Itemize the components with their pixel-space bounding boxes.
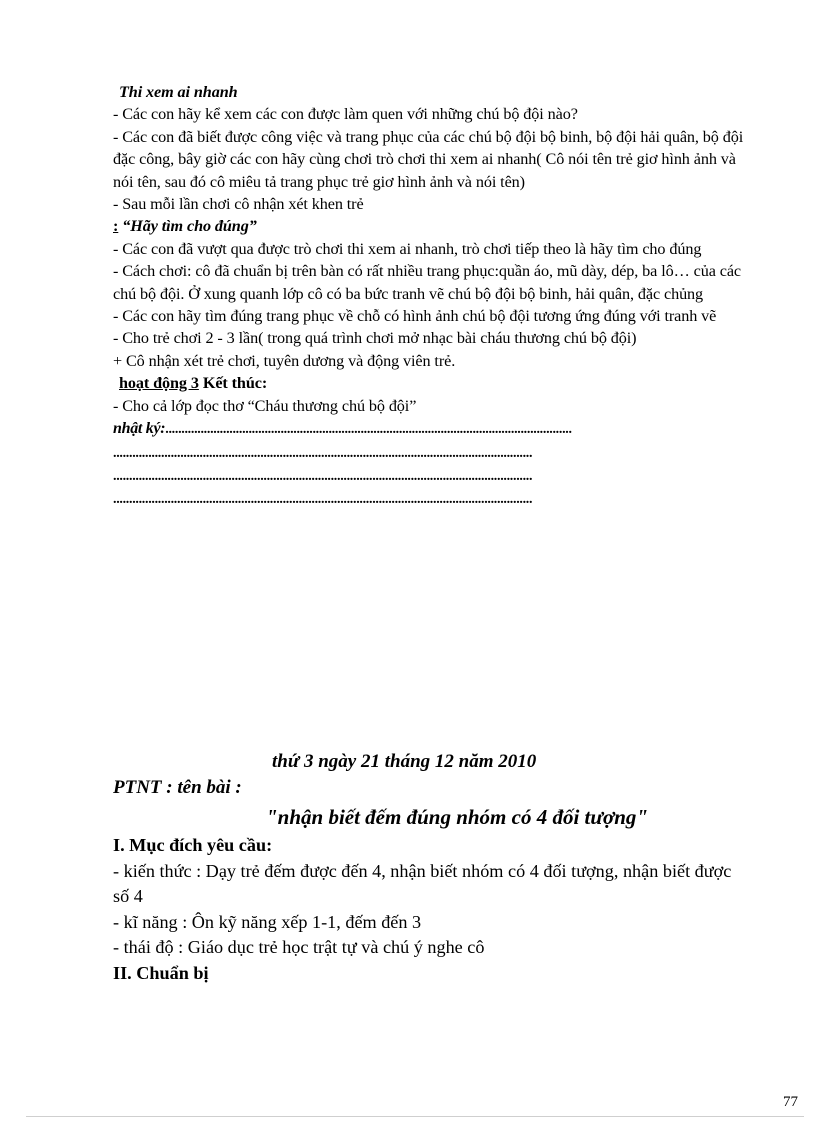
find-line-5: + Cô nhận xét trẻ chơi, tuyên dương và động viên trẻ. xyxy=(113,351,456,370)
find-line-3: - Các con hãy tìm đúng trang phục về chỗ có hình ảnh chú bộ đội tương ứng đúng với tranh vẽ xyxy=(113,307,717,326)
game-line-1: - Các con hãy kể xem các con được làm quen với những chú bộ đội nào? xyxy=(113,105,578,124)
find-heading-title: “Hãy tìm cho đúng” xyxy=(118,217,257,236)
find-line-2: - Cách chơi: cô đã chuẩn bị trên bàn có rất nhiều trang phục:quần áo, mũ dày, dép, ba lô… của các chú bộ đội. Ở xung quanh lớp cô có ba bức tranh vẽ chú bộ đội bộ binh, hải quân, đặc chủng xyxy=(113,262,741,303)
find-line-4: - Cho trẻ chơi 2 - 3 lần( trong quá trình chơi mở nhạc bài cháu thương chú bộ đội) xyxy=(113,329,637,348)
activity3-heading-underlined: hoạt động 3 xyxy=(119,374,199,393)
find-heading xyxy=(113,215,753,237)
diary-dots-1: ............................................................................................................................... xyxy=(165,422,572,438)
lesson-body xyxy=(113,833,733,987)
lesson-title: "nhận biết đếm đúng nhóm có 4 đối tượng" xyxy=(266,805,649,829)
diary-line-1 xyxy=(113,417,741,441)
objective-knowledge: - kiến thức : Dạy trẻ đếm được đến 4, nhận biết nhóm có 4 đối tượng, nhận biết được số 4 xyxy=(113,860,732,907)
diary-line-3: ................................................................................................................................... xyxy=(113,468,533,484)
objectives-heading: I. Mục đích yêu cầu: xyxy=(113,835,273,855)
diary-label: nhật ký: xyxy=(113,420,166,438)
game-section xyxy=(113,81,753,512)
game-heading: Thi xem ai nhanh xyxy=(119,83,238,101)
activity3-line: - Cho cả lớp đọc thơ “Cháu thương chú bộ đội” xyxy=(113,396,417,415)
lesson-ptnt: PTNT : tên bài : xyxy=(113,777,242,798)
find-line-1: - Các con đã vượt qua được trò chơi thi xem ai nhanh, trò chơi tiếp theo là hãy tìm cho đúng xyxy=(113,239,702,258)
activity3-heading-tail: Kết thúc: xyxy=(198,374,268,393)
activity3-heading xyxy=(113,372,753,394)
footer-divider xyxy=(26,1116,804,1117)
diary-line-2: ................................................................................................................................... xyxy=(113,445,533,461)
game-line-3: - Sau mỗi lần chơi cô nhận xét khen trẻ xyxy=(113,195,364,214)
find-heading-prefix: : xyxy=(113,217,119,236)
game-line-2: - Các con đã biết được công việc và trang phục của các chú bộ đội bộ binh, bộ đội hải quân, bộ đội đặc công, bây giờ các con hãy cùng chơi trò chơi thi xem ai nhanh( Cô nói tên trẻ giơ hình ảnh và nói tên, sau đó cô miêu tả trang phục trẻ giơ hình ảnh và nói tên) xyxy=(113,127,744,191)
objective-attitude: - thái độ : Giáo dục trẻ học trật tự và chú ý nghe cô xyxy=(113,937,485,958)
objective-skill: - kĩ năng : Ôn kỹ năng xếp 1-1, đếm đến 3 xyxy=(113,911,422,932)
diary-line-4: ................................................................................................................................... xyxy=(113,492,533,508)
preparation-heading: II. Chuẩn bị xyxy=(113,962,209,983)
page-number: 77 xyxy=(783,1094,798,1110)
lesson-date: thứ 3 ngày 21 tháng 12 năm 2010 xyxy=(272,751,537,772)
